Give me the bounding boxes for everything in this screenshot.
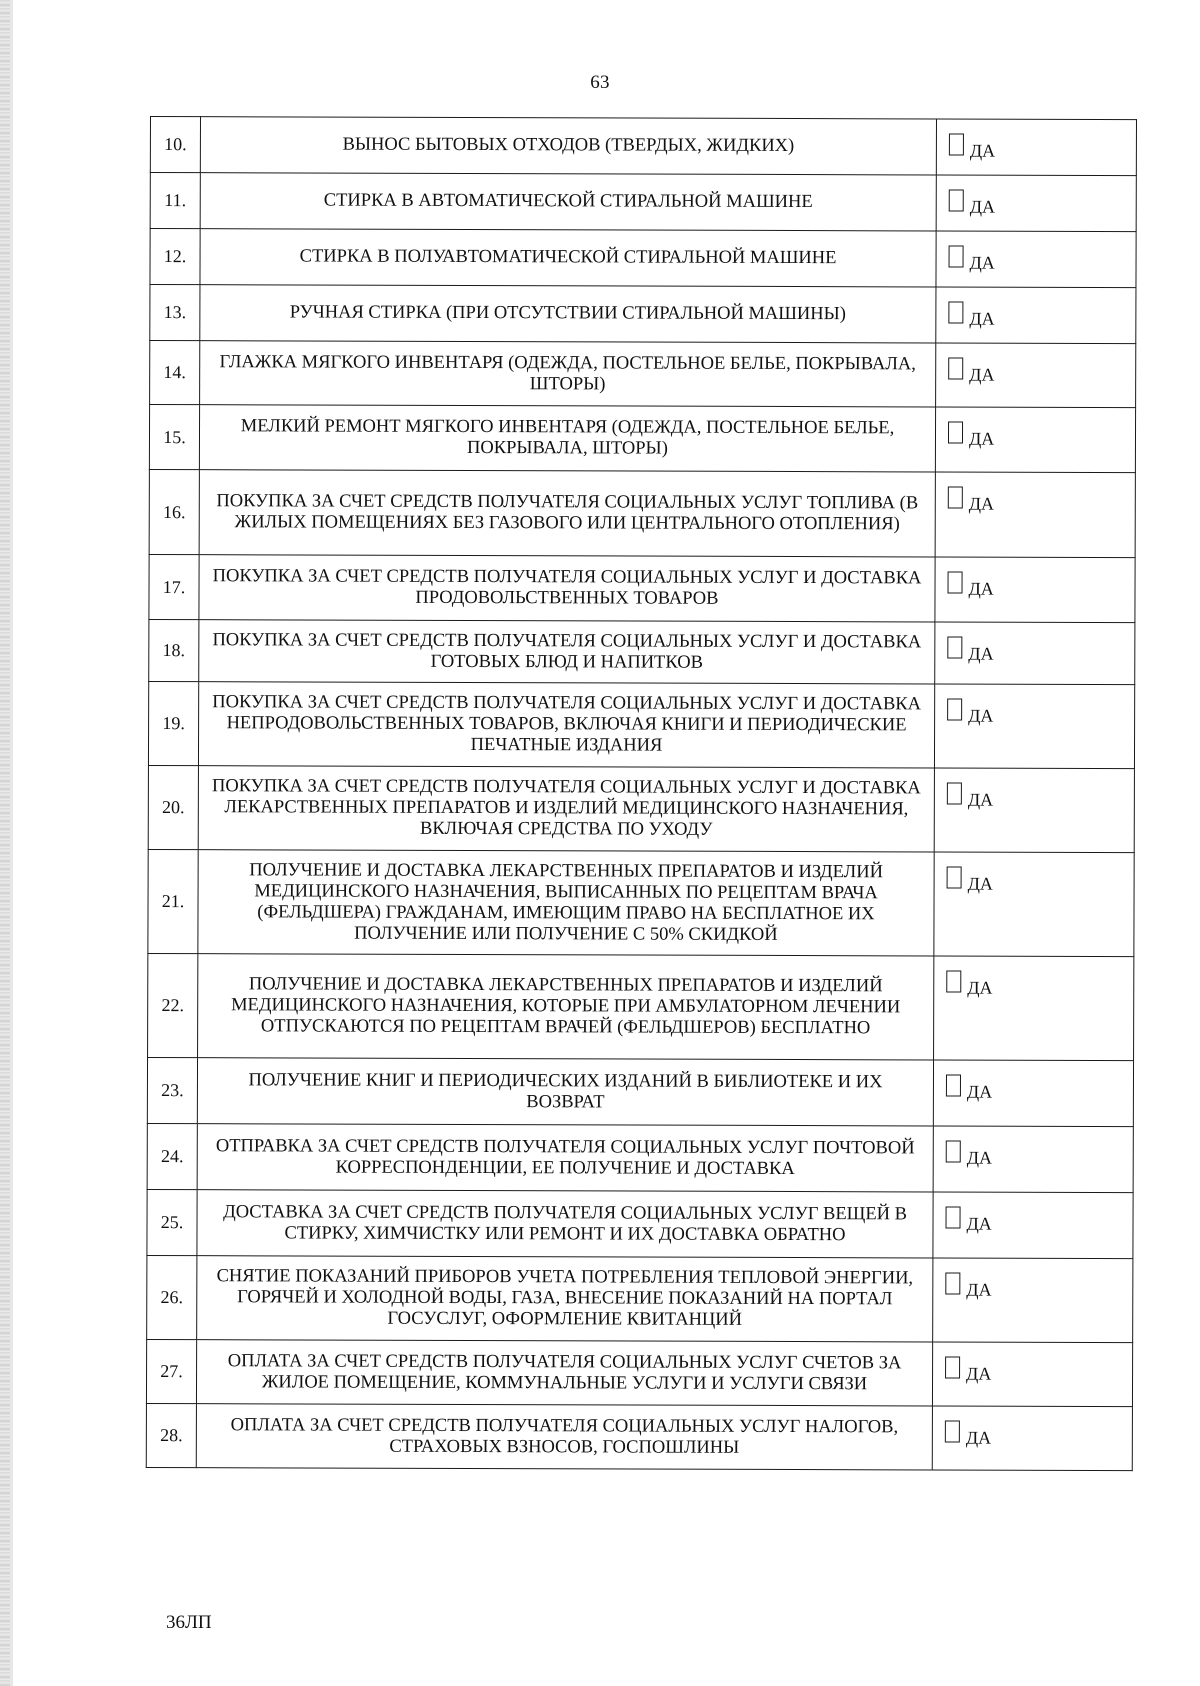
yes-checkbox[interactable] <box>948 302 963 324</box>
yes-checkbox[interactable] <box>945 1273 960 1295</box>
service-description: ОТПРАВКА ЗА СЧЕТ СРЕДСТВ ПОЛУЧАТЕЛЯ СОЦИАЛЬНЫХ УСЛУГ ПОЧТОВОЙ КОРРЕСПОНДЕНЦИИ, ЕЕ ПОЛУЧЕНИЕ И ДОСТАВКА <box>197 1124 933 1192</box>
service-checkbox-cell <box>935 557 1135 623</box>
yes-option[interactable] <box>947 783 994 810</box>
yes-label: ДА <box>968 578 994 599</box>
yes-option[interactable] <box>946 971 993 998</box>
yes-option[interactable] <box>949 190 996 217</box>
service-description: ПОКУПКА ЗА СЧЕТ СРЕДСТВ ПОЛУЧАТЕЛЯ СОЦИАЛЬНЫХ УСЛУГ И ДОСТАВКА ПРОДОВОЛЬСТВЕННЫХ ТОВАРОВ <box>199 555 935 622</box>
yes-checkbox[interactable] <box>946 1141 961 1163</box>
yes-option[interactable] <box>949 246 995 273</box>
yes-checkbox[interactable] <box>947 783 962 805</box>
service-checkbox-cell <box>935 407 1135 473</box>
yes-checkbox[interactable] <box>948 422 963 444</box>
yes-checkbox[interactable] <box>949 246 964 268</box>
yes-option[interactable] <box>948 487 995 514</box>
service-checkbox-cell <box>932 1342 1132 1407</box>
table-row <box>149 469 1135 557</box>
yes-label: ДА <box>968 643 994 664</box>
yes-label: ДА <box>967 977 993 998</box>
yes-checkbox[interactable] <box>949 134 964 156</box>
yes-checkbox[interactable] <box>945 1357 960 1379</box>
row-number: 18. <box>149 619 199 681</box>
yes-label: ДА <box>969 140 996 161</box>
yes-label: ДА <box>969 364 995 385</box>
yes-option[interactable] <box>949 134 996 161</box>
scan-edge-shadow <box>0 0 10 1686</box>
yes-option[interactable] <box>947 867 993 894</box>
table-row <box>150 341 1136 408</box>
service-checkbox-cell <box>936 175 1136 232</box>
service-checkbox-cell <box>935 622 1135 685</box>
table-row <box>150 229 1136 288</box>
yes-label: ДА <box>969 252 995 273</box>
table-row <box>149 619 1135 684</box>
service-description: ОПЛАТА ЗА СЧЕТ СРЕДСТВ ПОЛУЧАТЕЛЯ СОЦИАЛЬНЫХ УСЛУГ НАЛОГОВ, СТРАХОВЫХ ВЗНОСОВ, ГОСПОШЛИНЫ <box>196 1404 932 1470</box>
yes-checkbox[interactable] <box>949 190 964 212</box>
table-row <box>148 765 1134 852</box>
yes-option[interactable] <box>947 699 994 726</box>
row-number: 14. <box>150 341 200 405</box>
yes-option[interactable] <box>948 358 995 385</box>
service-description: СНЯТИЕ ПОКАЗАНИЙ ПРИБОРОВ УЧЕТА ПОТРЕБЛЕНИЯ ТЕПЛОВОЙ ЭНЕРГИИ, ГОРЯЧЕЙ И ХОЛОДНОЙ ВОДЫ, ГАЗА, ВНЕСЕНИЕ ПОКАЗАНИЙ НА ПОРТАЛ ГОСУСЛУГ, ОФОРМЛЕНИЕ КВИТАНЦИЙ <box>197 1256 933 1342</box>
service-description: ПОКУПКА ЗА СЧЕТ СРЕДСТВ ПОЛУЧАТЕЛЯ СОЦИАЛЬНЫХ УСЛУГ И ДОСТАВКА ЛЕКАРСТВЕННЫХ ПРЕПАРАТОВ И ИЗДЕЛИЙ МЕДИЦИНСКОГО НАЗНАЧЕНИЯ, ВКЛЮЧАЯ СРЕДСТВА ПО УХОДУ <box>198 766 934 852</box>
yes-label: ДА <box>968 493 995 514</box>
service-description: РУЧНАЯ СТИРКА (ПРИ ОТСУТСТВИИ СТИРАЛЬНОЙ МАШИНЫ) <box>200 285 936 343</box>
page-number: 63 <box>590 72 610 93</box>
service-checkbox-cell <box>933 1126 1133 1193</box>
service-description: ПОЛУЧЕНИЕ И ДОСТАВКА ЛЕКАРСТВЕННЫХ ПРЕПАРАТОВ И ИЗДЕЛИЙ МЕДИЦИНСКОГО НАЗНАЧЕНИЯ, КОТОРЫЕ ПРИ АМБУЛАТОРНОМ ЛЕЧЕНИИ ОТПУСКАЮТСЯ ПО РЕЦЕПТАМ ВРАЧЕЙ (ФЕЛЬДШЕРОВ) БЕСПЛАТНО <box>198 954 934 1060</box>
yes-option[interactable] <box>945 1273 992 1300</box>
yes-option[interactable] <box>948 572 994 599</box>
yes-option[interactable] <box>947 637 994 664</box>
table-row <box>150 285 1136 344</box>
service-description: МЕЛКИЙ РЕМОНТ МЯГКОГО ИНВЕНТАРЯ (ОДЕЖДА, ПОСТЕЛЬНОЕ БЕЛЬЕ, ПОКРЫВАЛА, ШТОРЫ) <box>199 405 935 472</box>
service-description: ДОСТАВКА ЗА СЧЕТ СРЕДСТВ ПОЛУЧАТЕЛЯ СОЦИАЛЬНЫХ УСЛУГ ВЕЩЕЙ В СТИРКУ, ХИМЧИСТКУ ИЛИ РЕМОНТ И ИХ ДОСТАВКА ОБРАТНО <box>197 1190 933 1258</box>
yes-checkbox[interactable] <box>947 637 962 659</box>
service-checkbox-cell <box>936 231 1136 288</box>
services-table-body <box>146 117 1136 1471</box>
service-description: СТИРКА В АВТОМАТИЧЕСКОЙ СТИРАЛЬНОЙ МАШИНЕ <box>200 173 936 231</box>
yes-label: ДА <box>967 873 993 894</box>
row-number: 19. <box>148 681 198 765</box>
table-row <box>146 1403 1132 1470</box>
service-checkbox-cell <box>936 343 1136 408</box>
row-number: 12. <box>150 229 200 285</box>
service-checkbox-cell <box>935 472 1135 558</box>
yes-checkbox[interactable] <box>948 572 963 594</box>
row-number: 26. <box>147 1255 197 1339</box>
service-checkbox-cell <box>936 287 1136 344</box>
row-number: 25. <box>147 1189 197 1255</box>
service-description: ПОКУПКА ЗА СЧЕТ СРЕДСТВ ПОЛУЧАТЕЛЯ СОЦИАЛЬНЫХ УСЛУГ И ДОСТАВКА НЕПРОДОВОЛЬСТВЕННЫХ ТОВАРОВ, ВКЛЮЧАЯ КНИГИ И ПЕРИОДИЧЕСКИЕ ПЕЧАТНЫЕ ИЗДАНИЯ <box>198 682 934 768</box>
table-row <box>150 117 1136 176</box>
row-number: 28. <box>146 1403 196 1467</box>
service-checkbox-cell <box>934 684 1134 769</box>
row-number: 17. <box>149 554 199 619</box>
yes-option[interactable] <box>946 1075 993 1102</box>
table-row <box>147 1057 1133 1126</box>
table-row <box>147 1123 1133 1192</box>
yes-checkbox[interactable] <box>946 1207 961 1229</box>
yes-option[interactable] <box>945 1357 992 1384</box>
yes-checkbox[interactable] <box>947 867 962 889</box>
yes-label: ДА <box>969 196 996 217</box>
service-checkbox-cell <box>936 119 1136 176</box>
scan-edge-line <box>10 0 13 1686</box>
service-description: ПОКУПКА ЗА СЧЕТ СРЕДСТВ ПОЛУЧАТЕЛЯ СОЦИАЛЬНЫХ УСЛУГ И ДОСТАВКА ГОТОВЫХ БЛЮД И НАПИТКОВ <box>199 620 935 684</box>
service-description: ОПЛАТА ЗА СЧЕТ СРЕДСТВ ПОЛУЧАТЕЛЯ СОЦИАЛЬНЫХ УСЛУГ СЧЕТОВ ЗА ЖИЛОЕ ПОМЕЩЕНИЕ, КОММУНАЛЬНЫЕ УСЛУГИ И УСЛУГИ СВЯЗИ <box>196 1340 932 1406</box>
yes-label: ДА <box>966 1147 993 1168</box>
yes-checkbox[interactable] <box>948 358 963 380</box>
table-row <box>147 1255 1133 1342</box>
row-number: 16. <box>149 469 199 554</box>
yes-checkbox[interactable] <box>948 487 963 509</box>
yes-label: ДА <box>965 1427 992 1448</box>
service-checkbox-cell <box>932 1406 1132 1471</box>
yes-option[interactable] <box>945 1421 992 1448</box>
row-number: 21. <box>148 849 198 953</box>
yes-label: ДА <box>966 1363 992 1384</box>
yes-checkbox[interactable] <box>947 699 962 721</box>
service-description: ВЫНОС БЫТОВЫХ ОТХОДОВ (ТВЕРДЫХ, ЖИДКИХ) <box>200 117 936 175</box>
service-checkbox-cell <box>933 1060 1133 1127</box>
services-table <box>146 116 1137 1471</box>
yes-checkbox[interactable] <box>946 1075 961 1097</box>
yes-label: ДА <box>966 1213 992 1234</box>
row-number: 20. <box>148 765 198 849</box>
service-checkbox-cell <box>934 956 1134 1061</box>
row-number: 10. <box>150 117 200 173</box>
yes-option[interactable] <box>946 1207 992 1234</box>
yes-label: ДА <box>969 308 995 329</box>
table-row <box>149 554 1135 622</box>
row-number: 23. <box>147 1057 197 1123</box>
table-row <box>149 405 1135 473</box>
yes-label: ДА <box>968 428 995 449</box>
yes-label: ДА <box>966 1081 993 1102</box>
table-row <box>148 681 1134 768</box>
yes-checkbox[interactable] <box>945 1421 960 1443</box>
document-code: 36ЛП <box>166 1612 212 1633</box>
row-number: 13. <box>150 285 200 341</box>
service-checkbox-cell <box>933 1192 1133 1259</box>
row-number: 27. <box>146 1339 196 1403</box>
yes-option[interactable] <box>948 422 995 449</box>
row-number: 22. <box>148 953 198 1057</box>
service-description: СТИРКА В ПОЛУАВТОМАТИЧЕСКОЙ СТИРАЛЬНОЙ МАШИНЕ <box>200 229 936 287</box>
row-number: 11. <box>150 173 200 229</box>
table-row <box>148 849 1134 956</box>
yes-option[interactable] <box>946 1141 993 1168</box>
yes-checkbox[interactable] <box>946 971 961 993</box>
service-checkbox-cell <box>933 1258 1133 1343</box>
table-row <box>147 1189 1133 1258</box>
table-row <box>146 1339 1132 1406</box>
yes-label: ДА <box>968 705 994 726</box>
service-description: ПОЛУЧЕНИЕ И ДОСТАВКА ЛЕКАРСТВЕННЫХ ПРЕПАРАТОВ И ИЗДЕЛИЙ МЕДИЦИНСКОГО НАЗНАЧЕНИЯ, ВЫПИСАННЫХ ПО РЕЦЕПТАМ ВРАЧА (ФЕЛЬДШЕРА) ГРАЖДАНАМ, ИМЕЮЩИМ ПРАВО НА БЕСПЛАТНОЕ ИХ ПОЛУЧЕНИЕ ИЛИ ПОЛУЧЕНИЕ С 50% СКИДКОЙ <box>198 850 934 956</box>
table-row <box>150 173 1136 232</box>
yes-label: ДА <box>967 789 994 810</box>
yes-label: ДА <box>966 1279 992 1300</box>
table-row <box>148 953 1134 1060</box>
service-description: ГЛАЖКА МЯГКОГО ИНВЕНТАРЯ (ОДЕЖДА, ПОСТЕЛЬНОЕ БЕЛЬЕ, ПОКРЫВАЛА, ШТОРЫ) <box>200 341 936 407</box>
row-number: 15. <box>149 405 199 470</box>
service-checkbox-cell <box>934 852 1134 957</box>
service-checkbox-cell <box>934 768 1134 853</box>
yes-option[interactable] <box>948 302 995 329</box>
service-description: ПОКУПКА ЗА СЧЕТ СРЕДСТВ ПОЛУЧАТЕЛЯ СОЦИАЛЬНЫХ УСЛУГ ТОПЛИВА (В ЖИЛЫХ ПОМЕЩЕНИЯХ БЕЗ ГАЗОВОГО ИЛИ ЦЕНТРАЛЬНОГО ОТОПЛЕНИЯ) <box>199 470 935 557</box>
service-description: ПОЛУЧЕНИЕ КНИГ И ПЕРИОДИЧЕСКИХ ИЗДАНИЙ В БИБЛИОТЕКЕ И ИХ ВОЗВРАТ <box>197 1058 933 1126</box>
row-number: 24. <box>147 1123 197 1189</box>
